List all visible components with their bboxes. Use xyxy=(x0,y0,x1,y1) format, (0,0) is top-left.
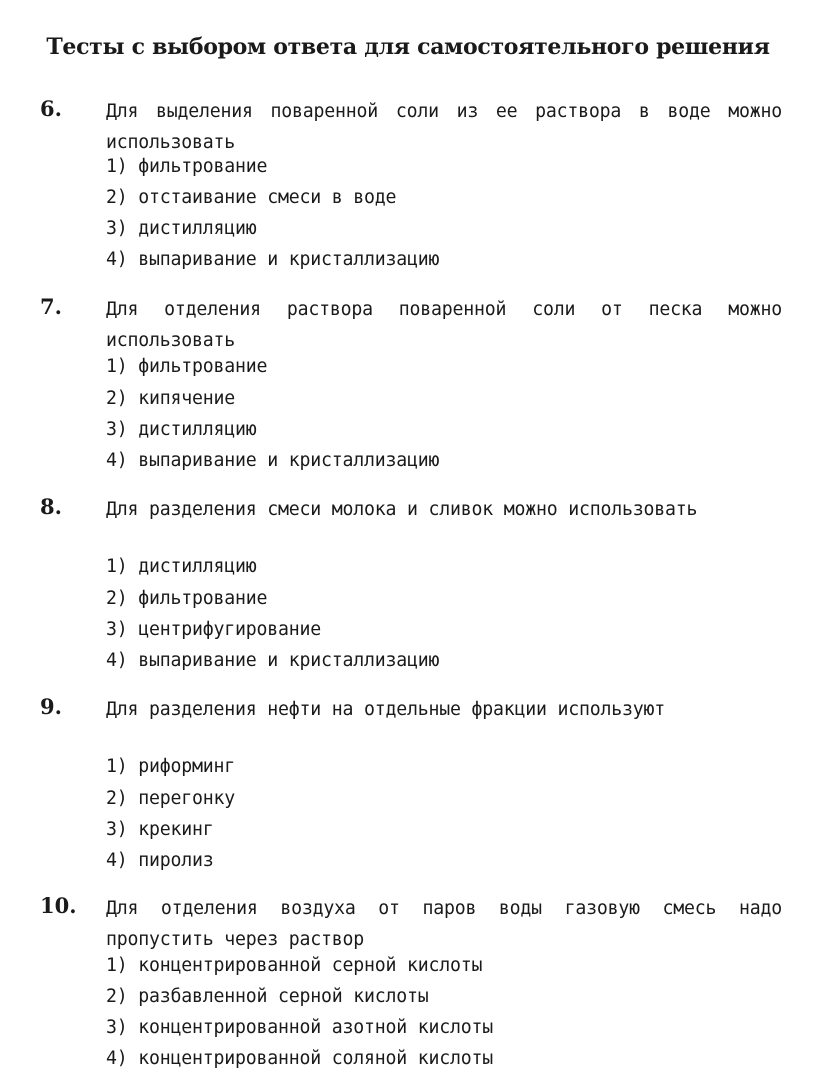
question-number: 8. xyxy=(40,494,62,519)
question-number: 7. xyxy=(40,294,62,319)
question-stem: Для отделения воздуха от паров воды газовую смесь надо пропустить через раствор xyxy=(106,898,782,950)
answer-option: 4) выпаривание и кристаллизацию xyxy=(106,249,440,270)
answer-option: 3) дистилляцию xyxy=(106,419,257,440)
answer-option: 3) концентрированной азотной кислоты xyxy=(106,1017,493,1038)
question-stem: Для выделения поваренной соли из ее раствора в воде можно использовать xyxy=(106,101,782,153)
question-number: 9. xyxy=(40,694,62,719)
answer-option: 4) выпаривание и кристаллизацию xyxy=(106,650,440,671)
answer-option: 1) концентрированной серной кислоты xyxy=(106,955,483,976)
answer-option: 2) разбавленной серной кислоты xyxy=(106,986,429,1007)
answer-option: 2) перегонку xyxy=(106,788,235,809)
answer-option: 2) кипячение xyxy=(106,388,235,409)
answer-option: 4) выпаривание и кристаллизацию xyxy=(106,450,440,471)
question-stem: Для разделения нефти на отдельные фракции используют xyxy=(106,699,665,720)
answer-option: 1) дистилляцию xyxy=(106,556,257,577)
answer-option: 3) центрифугирование xyxy=(106,619,321,640)
answer-option: 4) пиролиз xyxy=(106,850,214,871)
question-number: 10. xyxy=(40,893,77,918)
answer-option: 1) фильтрование xyxy=(106,156,268,177)
answer-option: 4) концентрированной соляной кислоты xyxy=(106,1048,493,1069)
question-stem: Для разделения смеси молока и сливок можно использовать xyxy=(106,499,698,520)
answer-option: 1) фильтрование xyxy=(106,356,268,377)
answer-option: 3) дистилляцию xyxy=(106,218,257,239)
answer-option: 3) крекинг xyxy=(106,819,214,840)
question-number: 6. xyxy=(40,96,62,121)
page-title: Тесты с выбором ответа для самостоятельного решения xyxy=(46,34,770,60)
answer-option: 1) риформинг xyxy=(106,756,235,777)
answer-option: 2) отстаивание смеси в воде xyxy=(106,187,397,208)
question-stem: Для отделения раствора поваренной соли от песка можно использовать xyxy=(106,299,782,351)
answer-option: 2) фильтрование xyxy=(106,588,268,609)
